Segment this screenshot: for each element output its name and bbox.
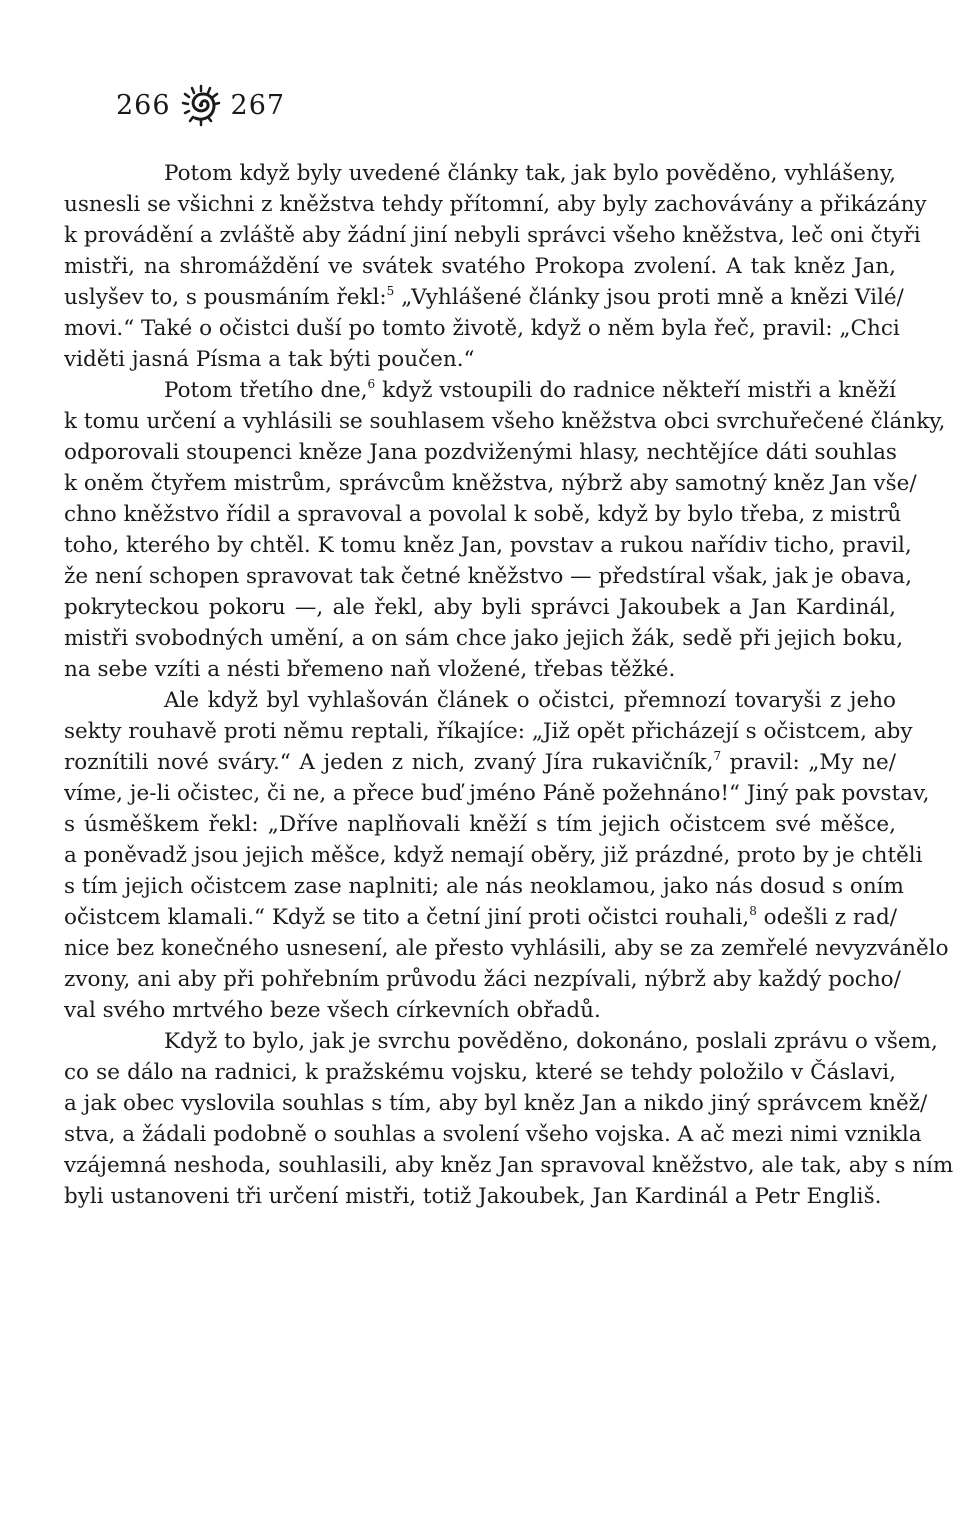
text-fragment: movi.“ Také o očistci duší po tomto životě, když o něm byla řeč, pravil: „Chci: [64, 316, 900, 341]
text-fragment: víme, je-li očistec, či ne, a přece buď jméno Páně požehnáno!“ Jiný pak povstav,: [64, 781, 930, 806]
text-line: [64, 623, 904, 654]
text-line: [64, 189, 927, 220]
text-line: [64, 778, 930, 809]
text-fragment: s úsměškem řekl: „Dříve naplňovali kněží s tím jejich očistcem své měšce,: [64, 812, 896, 837]
page-number-left: 266: [116, 89, 171, 121]
text-fragment: pravil: „My ne/: [721, 750, 896, 775]
text-line: [64, 251, 896, 282]
text-line: [64, 592, 896, 623]
text-fragment: pokryteckou pokoru —, ale řekl, aby byli správci Jakoubek a Jan Kardinál,: [64, 595, 896, 620]
text-fragment: co se dálo na radnici, k pražskému vojsku, které se tehdy položilo v Čáslavi,: [64, 1060, 896, 1085]
text-line: [64, 933, 949, 964]
text-fragment: mistři svobodných umění, a on sám chce jako jejich žák, sedě při jejich boku,: [64, 626, 904, 651]
text-fragment: „Vyhlášené články jsou proti mně a knězi Vilé/: [394, 285, 904, 310]
text-fragment: Potom když byly uvedené články tak, jak bylo pověděno, vyhlášeny,: [164, 161, 896, 186]
text-line: [64, 747, 896, 778]
text-line: [64, 313, 900, 344]
spiral-ornament-icon: [181, 83, 221, 127]
footnote-marker: 7: [713, 749, 722, 763]
text-fragment: toho, kterého by chtěl. K tomu kněz Jan, povstav a rukou nařídiv ticho, pravil,: [64, 533, 912, 558]
text-line: [64, 530, 912, 561]
text-fragment: na sebe vzíti a nésti břemeno naň vložené, třebas těžké.: [64, 657, 676, 682]
text-line: [64, 685, 896, 716]
text-line: [64, 964, 901, 995]
text-line: [64, 499, 902, 530]
text-line: [64, 344, 896, 375]
text-line: [64, 1088, 928, 1119]
page-header: [116, 82, 285, 128]
text-line: [64, 1026, 938, 1057]
footnote-marker: 6: [367, 377, 376, 391]
text-fragment: chno kněžstvo řídil a spravoval a povolal k sobě, když by bylo třeba, z mistrů: [64, 502, 902, 527]
text-fragment: očistcem klamali.“ Když se tito a četní jiní proti očistci rouhali,: [64, 905, 750, 930]
text-line: [64, 1181, 896, 1212]
text-fragment: vzájemná neshoda, souhlasili, aby kněz Jan spravoval kněžstvo, ale tak, aby s ním: [64, 1153, 954, 1178]
text-line: [64, 1150, 954, 1181]
text-line: [64, 437, 896, 468]
text-fragment: k tomu určení a vyhlásili se souhlasem všeho kněžstva obci svrchuřečené články,: [64, 409, 946, 434]
text-fragment: odporovali stoupenci kněze Jana pozdviženými hlasy, nechtějíce dáti souhlas: [64, 440, 897, 465]
text-line: [64, 406, 946, 437]
text-line: [64, 654, 896, 685]
text-fragment: že není schopen spravovat tak četné kněžstvo — předstíral však, jak je obava,: [64, 564, 912, 589]
footnote-marker: 5: [386, 284, 395, 298]
text-fragment: byli ustanoveni tři určení mistři, totiž Jakoubek, Jan Kardinál a Petr Engliš.: [64, 1184, 882, 1209]
text-line: [64, 716, 913, 747]
text-line: [64, 158, 896, 189]
text-line: [64, 561, 912, 592]
text-fragment: val svého mrtvého beze všech církevních obřadů.: [64, 998, 601, 1023]
text-fragment: odešli z rad/: [756, 905, 897, 930]
text-line: [64, 220, 921, 251]
text-fragment: s tím jejich očistcem zase naplniti; ale nás neoklamou, jako nás dosud s oním: [64, 874, 904, 899]
text-fragment: a poněvadž jsou jejich měšce, když nemají oběry, již prázdné, proto by je chtěli: [64, 843, 923, 868]
text-fragment: Ale když byl vyhlašován článek o očistci, přemnozí tovaryši z jeho: [164, 688, 896, 713]
text-line: [64, 902, 896, 933]
text-fragment: Když to bylo, jak je svrchu pověděno, dokonáno, poslali zprávu o všem,: [164, 1029, 938, 1054]
text-line: [64, 1057, 896, 1088]
text-line: [64, 282, 904, 313]
text-line: [64, 809, 896, 840]
text-line: [64, 995, 896, 1026]
text-line: [64, 840, 923, 871]
text-line: [64, 1119, 922, 1150]
text-fragment: sekty rouhavě proti němu reptali, říkajíce: „Již opět přicházejí s očistcem, aby: [64, 719, 913, 744]
body-text: [64, 158, 954, 1212]
text-fragment: k provádění a zvláště aby žádní jiní nebyli správci všeho kněžstva, leč oni čtyři: [64, 223, 921, 248]
text-fragment: usnesli se všichni z kněžstva tehdy přítomní, aby byly zachovávány a přikázány: [64, 192, 927, 217]
text-line: [64, 375, 896, 406]
text-fragment: viděti jasná Písma a tak býti poučen.“: [64, 347, 475, 372]
text-line: [64, 871, 904, 902]
page-number-right: 267: [230, 89, 286, 121]
text-fragment: mistři, na shromáždění ve svátek svatého Prokopa zvolení. A tak kněz Jan,: [64, 254, 896, 279]
text-fragment: zvony, ani aby při pohřebním průvodu žáci nezpívali, nýbrž aby každý pocho/: [64, 967, 901, 992]
text-fragment: roznítili nové sváry.“ A jeden z nich, zvaný Jíra rukavičník,: [64, 750, 714, 775]
text-fragment: uslyšev to, s pousmáním řekl:: [64, 285, 387, 310]
text-fragment: a jak obec vyslovila souhlas s tím, aby byl kněz Jan a nikdo jiný správcem kněž/: [64, 1091, 928, 1116]
text-fragment: když vstoupili do radnice někteří mistři a kněží: [375, 378, 896, 403]
text-fragment: nice bez konečného usnesení, ale přesto vyhlásili, aby se za zemřelé nevyzvánělo: [64, 936, 949, 961]
text-fragment: stva, a žádali podobně o souhlas a svolení všeho vojska. A ač mezi nimi vznikla: [64, 1122, 922, 1147]
text-line: [64, 468, 917, 499]
text-fragment: k oněm čtyřem mistrům, správcům kněžstva, nýbrž aby samotný kněz Jan vše/: [64, 471, 917, 496]
text-fragment: Potom třetího dne,: [164, 378, 368, 403]
footnote-marker: 8: [749, 904, 757, 918]
